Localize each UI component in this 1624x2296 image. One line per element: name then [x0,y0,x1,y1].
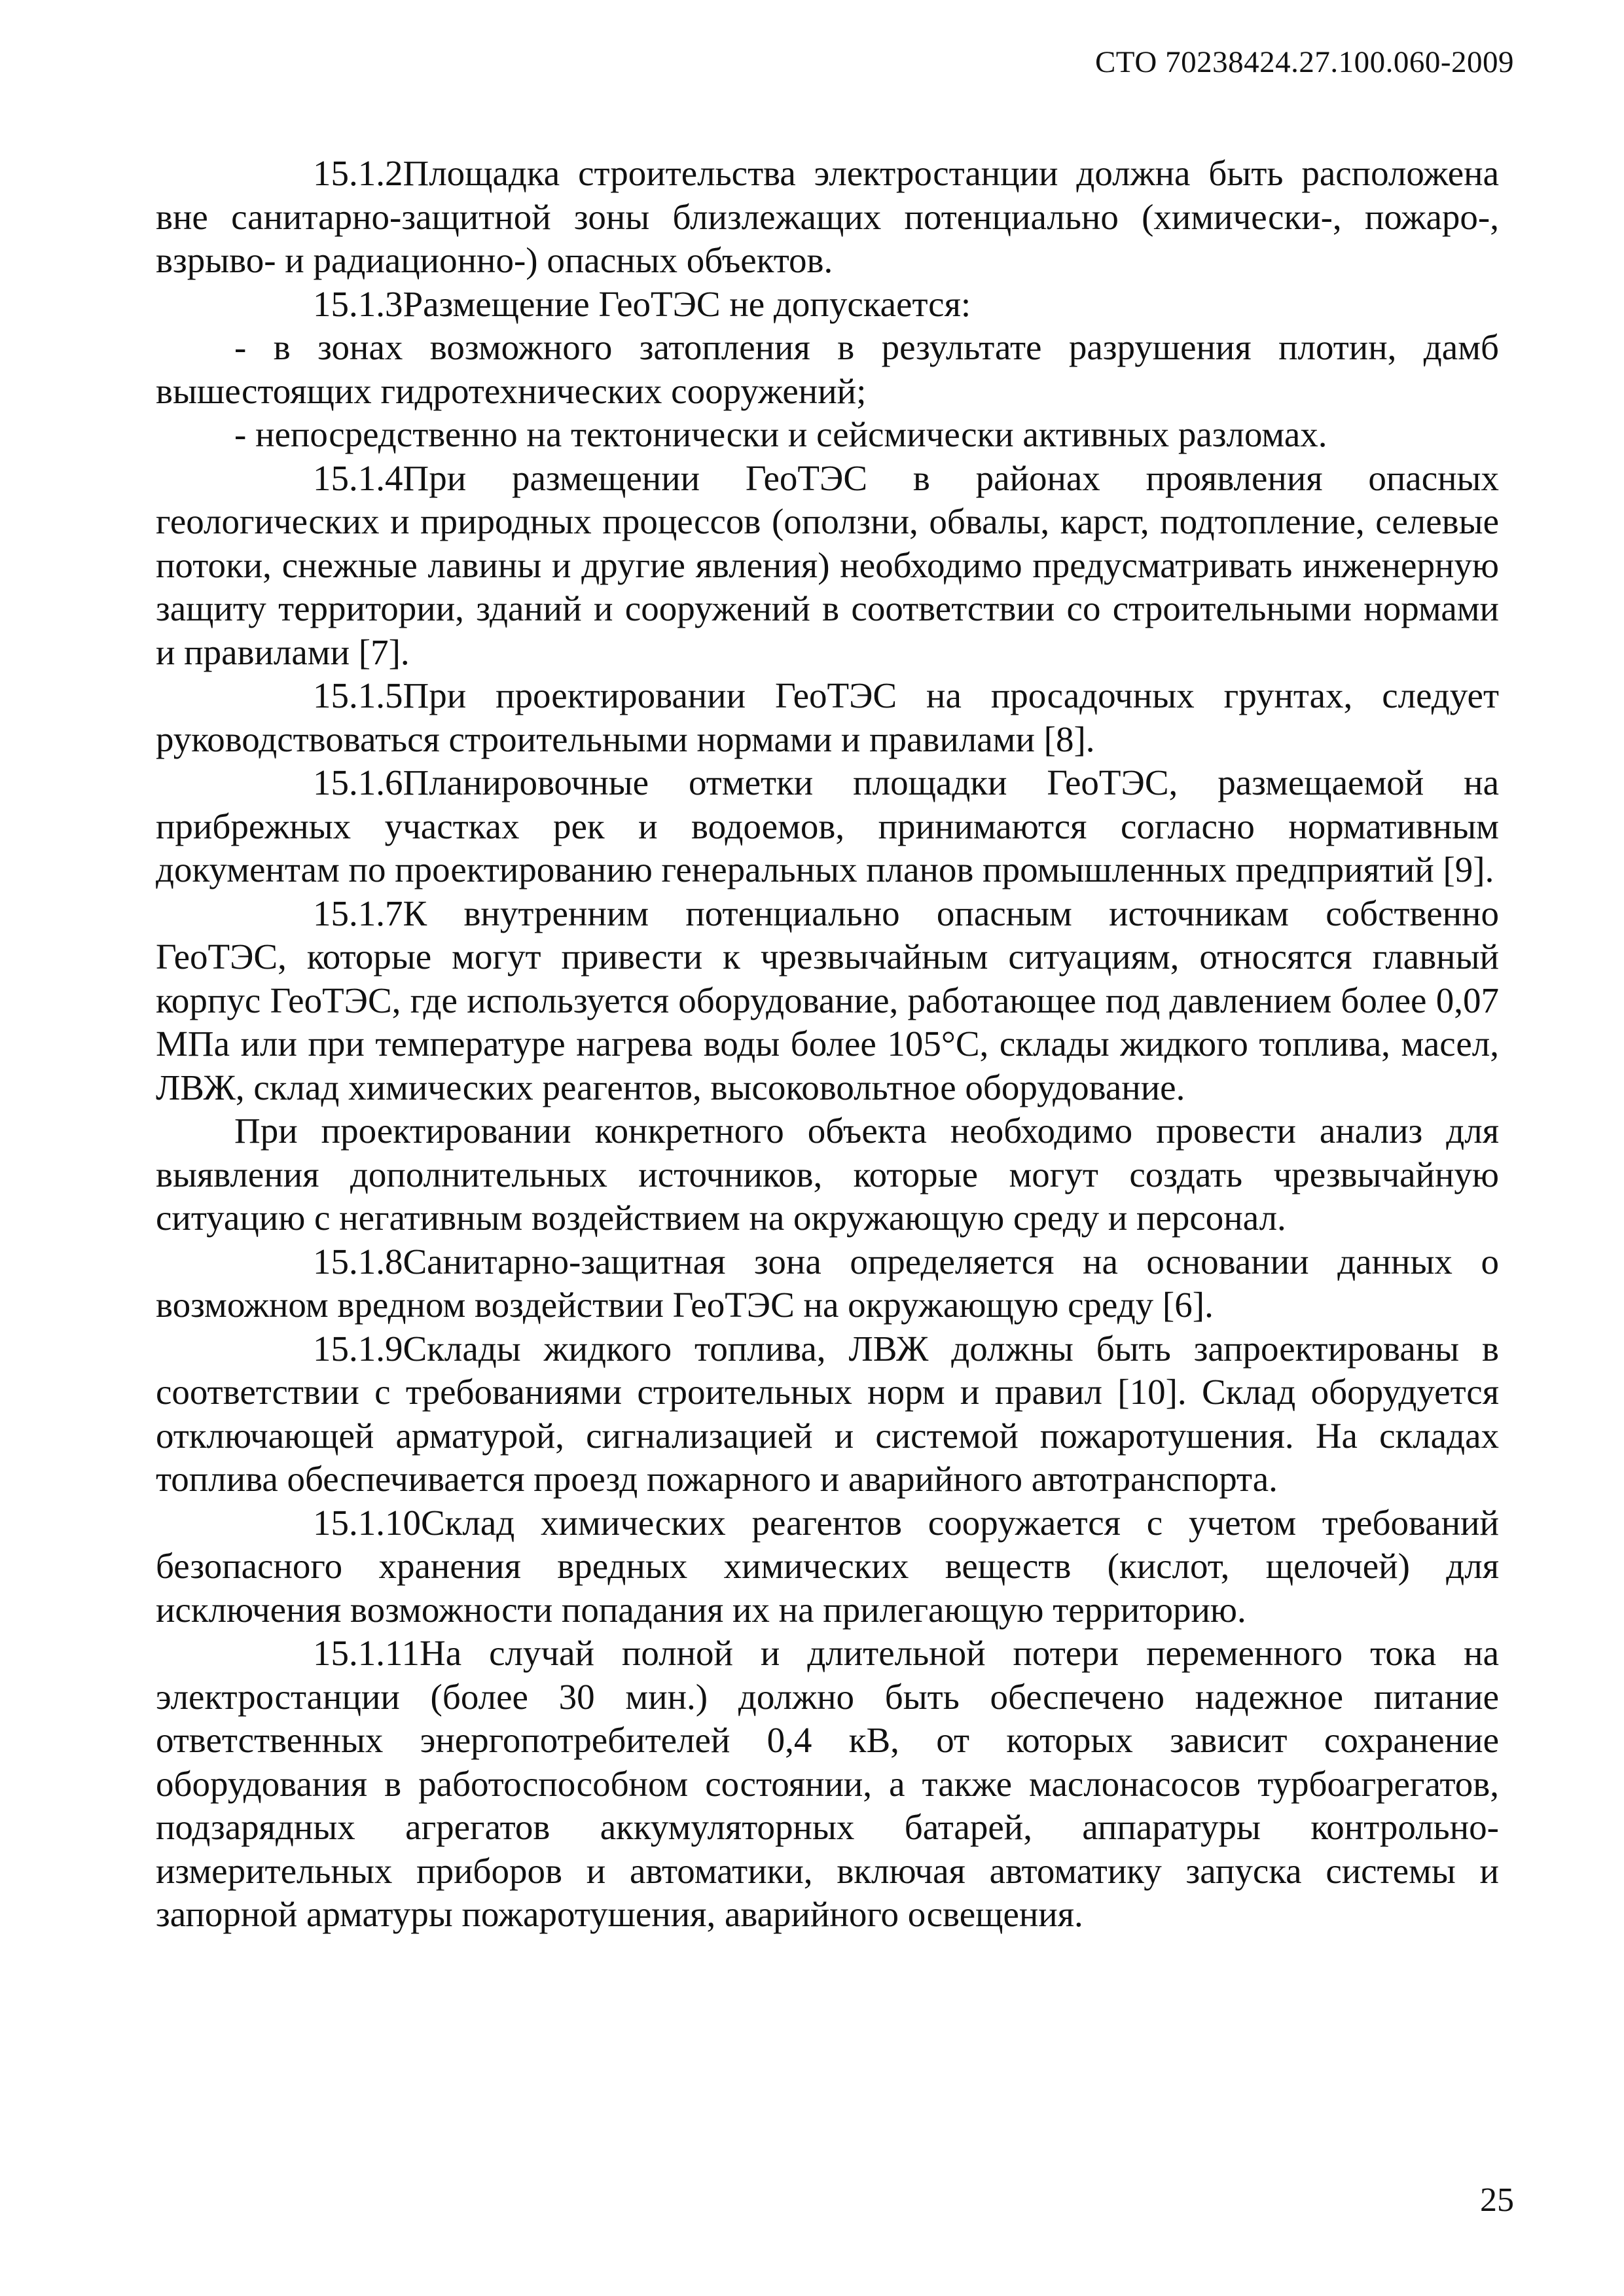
paragraph-15-1-7 [156,892,1499,1110]
paragraph-continuation [156,1109,1499,1240]
paragraph-text: При размещении ГеоТЭС в районах проявления опасных геологических и природных процессов (оползни, обвалы, карст, подтопление, селевые потоки, снежные лавины и другие явления) необходимо предусматривать инженерную защиту территории, зданий и сооружений в соответствии со строительными нормами и правилами [7]. [156,457,1499,672]
list-item-text: - в зонах возможного затопления в результате разрушения плотин, дамб вышестоящих гидротехнических сооружений; [156,327,1499,411]
paragraph-text: Площадка строительства электростанции должна быть расположена вне санитарно-защитной зоны близлежащих потенциально (химически-, пожаро-, взрыво- и радиационно-) опасных объектов. [156,153,1499,280]
paragraph-text: К внутренним потенциально опасным источникам собственно ГеоТЭС, которые могут привести к чрезвычайным ситуациям, относятся главный корпус ГеоТЭС, где используется оборудование, работающее под давлением более 0,07 МПа или при температуре нагрева воды более 105°С, склады жидкого топлива, масел, ЛВЖ, склад химических реагентов, высоковольтное оборудование. [156,893,1499,1107]
paragraph-number: 15.1.5 [313,675,403,715]
paragraph-number: 15.1.11 [313,1633,420,1673]
paragraph-number: 15.1.6 [313,762,403,802]
paragraph-15-1-10 [156,1501,1499,1632]
list-item-text: - непосредственно на тектонически и сейсмически активных разломах. [234,414,1327,454]
paragraph-text: При проектировании конкретного объекта необходимо провести анализ для выявления дополнительных источников, которые могут создать чрезвычайную ситуацию с негативным воздействием на окружающую среду и персонал. [156,1111,1499,1238]
paragraph-15-1-11 [156,1632,1499,1937]
paragraph-text: Планировочные отметки площадки ГеоТЭС, размещаемой на прибрежных участках рек и водоемов, принимаются согласно нормативным документам по проектированию генеральных планов промышленных предприятий [9]. [156,762,1499,889]
paragraph-text: На случай полной и длительной потери переменного тока на электростанции (более 30 мин.) должно быть обеспечено надежное питание ответственных энергопотребителей 0,4 кВ, от которых зависит сохранение оборудования в работоспособном состоянии, а также маслонасосов турбоагрегатов, подзарядных агрегатов аккумуляторных батарей, аппаратуры контрольно-измерительных приборов и автоматики, включая автоматику запуска системы и запорной арматуры пожаротушения, аварийного освещения. [156,1633,1499,1934]
list-item-flood-zones [156,326,1499,413]
paragraph-number: 15.1.2 [313,153,403,193]
paragraph-text: При проектировании ГеоТЭС на просадочных грунтах, следует руководствоваться строительными нормами и правилами [8]. [156,675,1499,759]
paragraph-15-1-4 [156,457,1499,675]
document-body [156,152,1499,1937]
paragraph-15-1-9 [156,1327,1499,1501]
paragraph-number: 15.1.9 [313,1328,403,1369]
page-number: 25 [1480,2181,1514,2219]
paragraph-number: 15.1.8 [313,1241,403,1282]
list-item-fault-zones [156,413,1499,457]
paragraph-15-1-3 [156,283,1499,327]
paragraph-15-1-8 [156,1240,1499,1327]
paragraph-number: 15.1.4 [313,457,403,498]
paragraph-number: 15.1.10 [313,1502,421,1543]
paragraph-text: Склад химических реагентов сооружается с учетом требований безопасного хранения вредных химических веществ (кислот, щелочей) для исключения возможности попадания их на прилегающую территорию. [156,1502,1499,1630]
paragraph-number: 15.1.7 [313,893,403,933]
paragraph-number: 15.1.3 [313,283,403,324]
document-code-header: СТО 70238424.27.100.060-2009 [1094,45,1514,79]
paragraph-15-1-6 [156,761,1499,892]
paragraph-text: Санитарно-защитная зона определяется на основании данных о возможном вредном воздействии ГеоТЭС на окружающую среду [6]. [156,1241,1499,1325]
paragraph-15-1-5 [156,674,1499,761]
paragraph-15-1-2 [156,152,1499,283]
paragraph-text: Размещение ГеоТЭС не допускается: [403,283,971,324]
paragraph-text: Склады жидкого топлива, ЛВЖ должны быть запроектированы в соответствии с требованиями строительных норм и правил [10]. Склад оборудуется отключающей арматурой, сигнализацией и системой пожаротушения. На складах топлива обеспечивается проезд пожарного и аварийного автотранспорта. [156,1328,1499,1499]
